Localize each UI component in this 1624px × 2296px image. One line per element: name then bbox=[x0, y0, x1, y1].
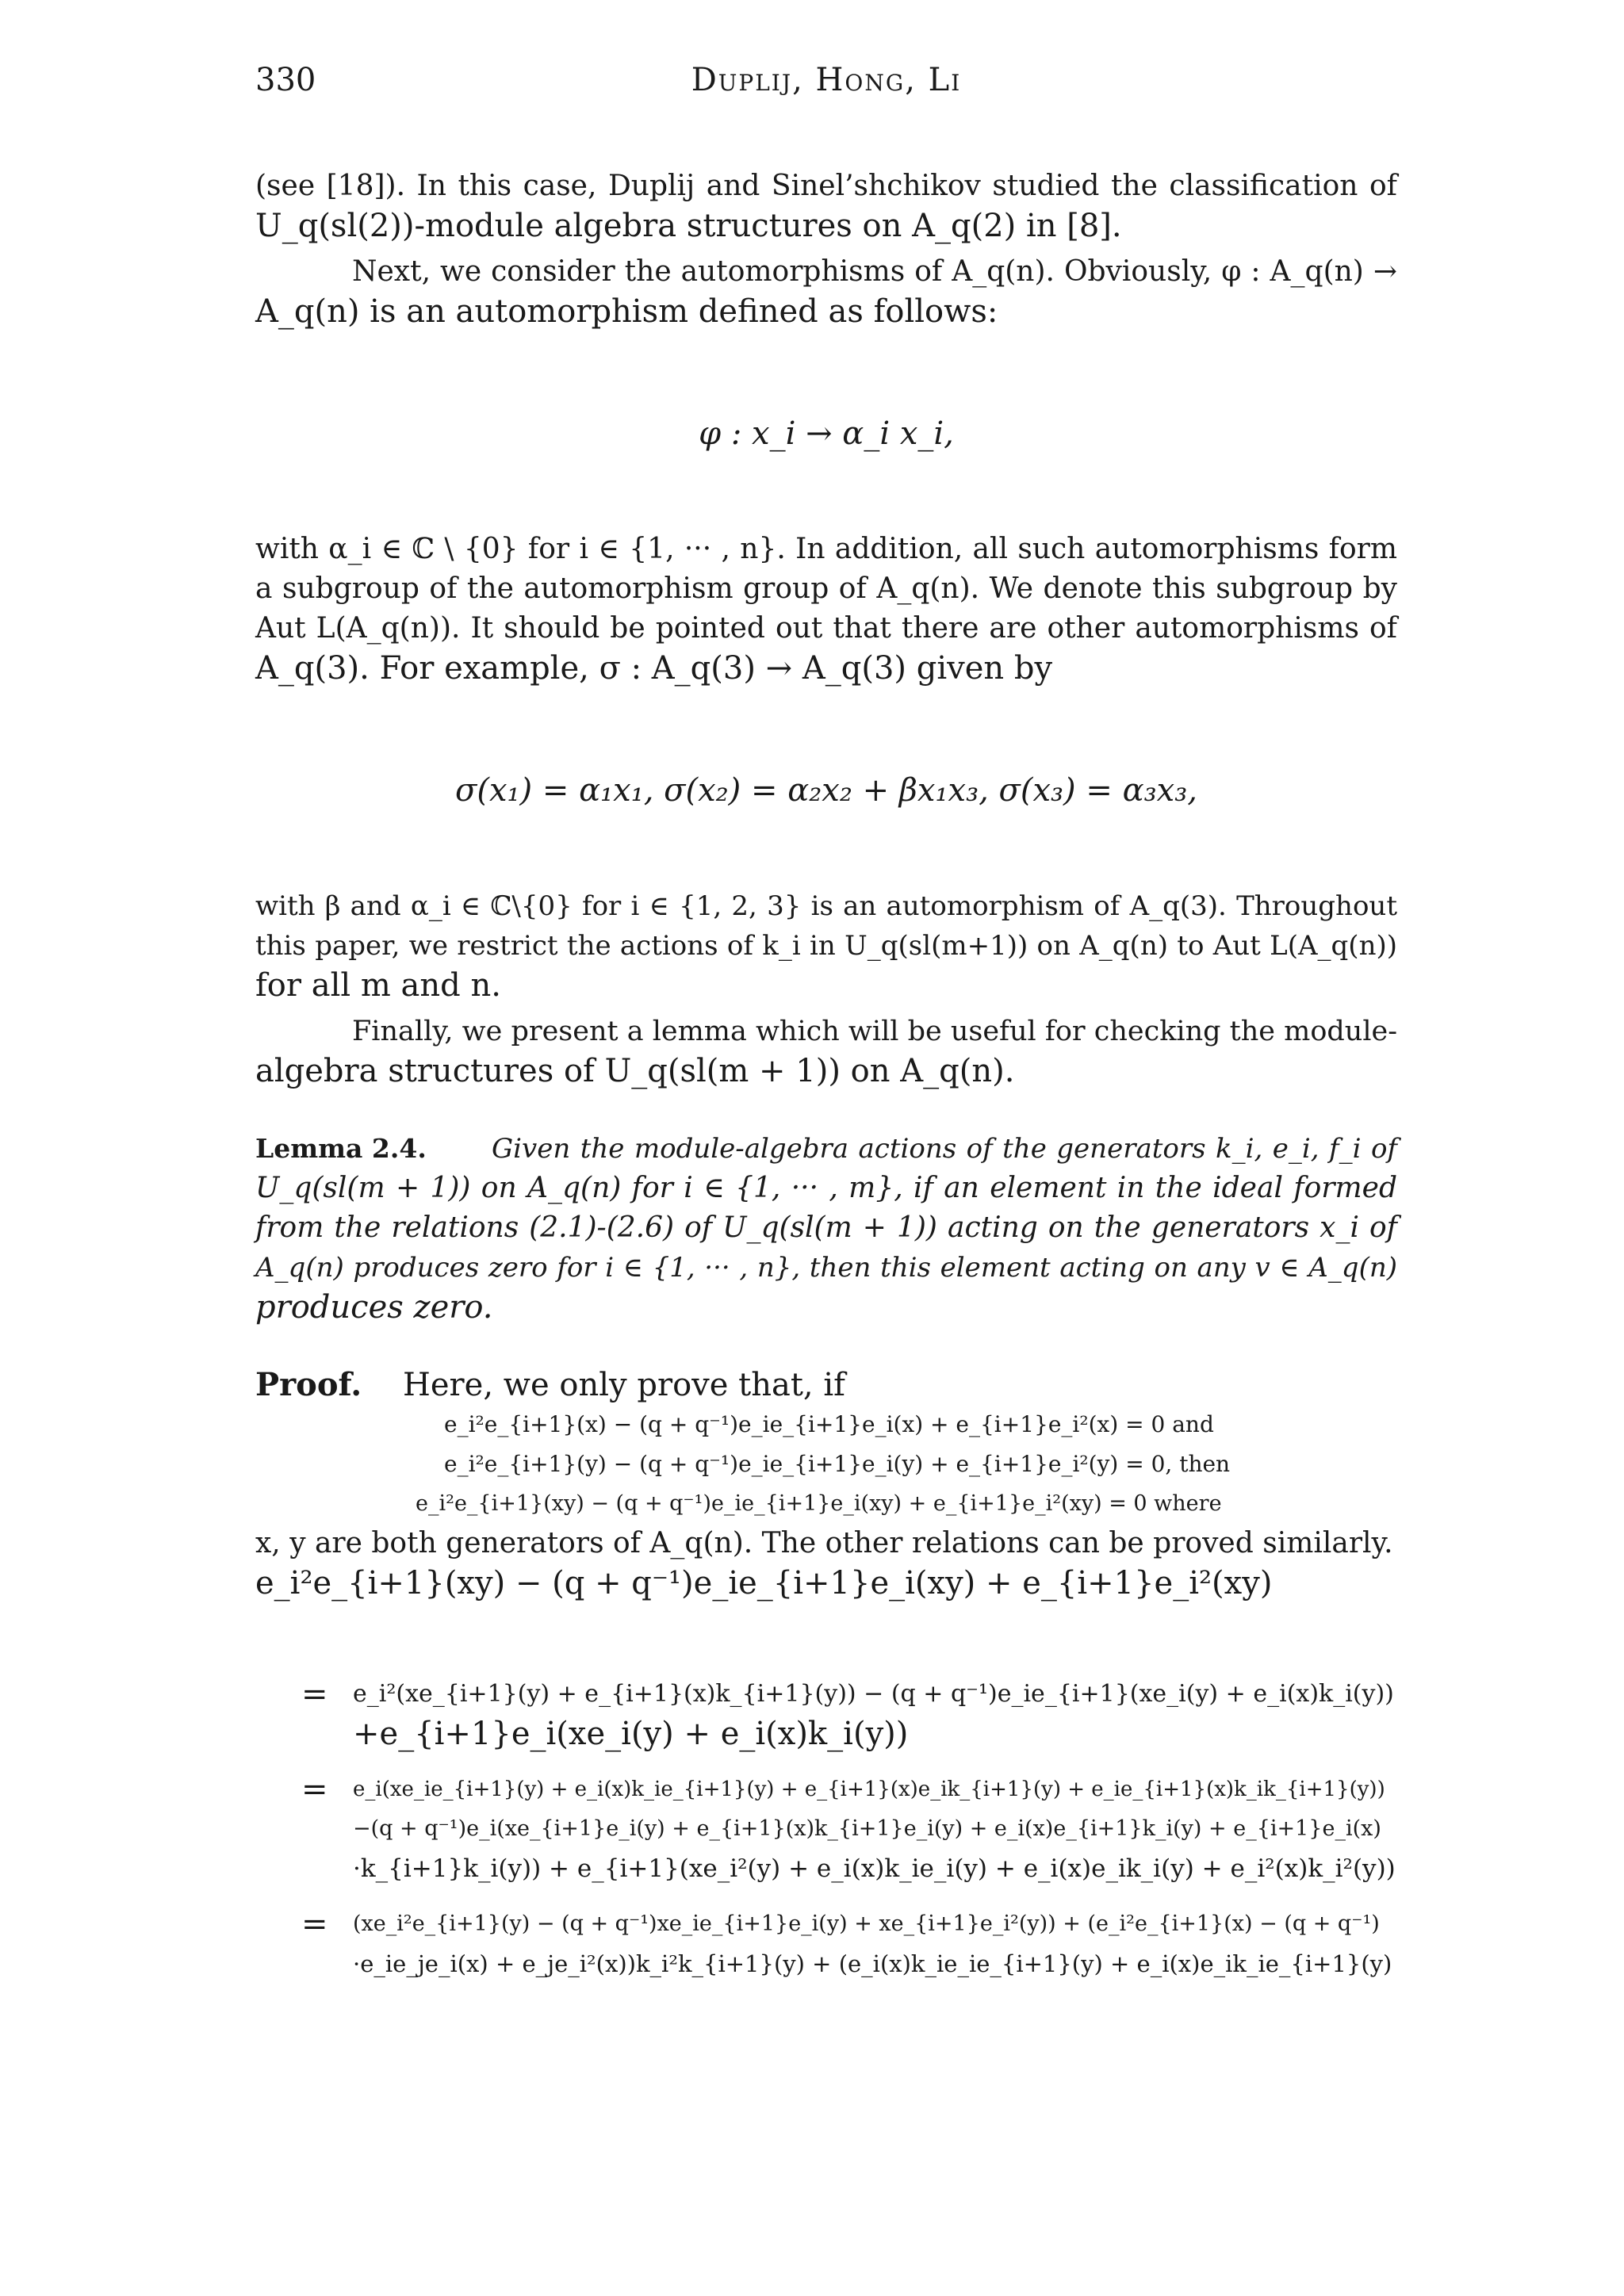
equals-sign-2: = bbox=[301, 1771, 328, 1808]
para3-line1: with α_i ∈ ℂ \ {0} for i ∈ {1, ··· , n}. In addition, all such automorphisms form bbox=[255, 533, 1397, 565]
para3-line3: Aut L(A_q(n)). It should be pointed out that there are other automorphisms of bbox=[255, 612, 1397, 645]
running-title: Duplij, Hong, Li bbox=[691, 62, 962, 98]
para4-line2: this paper, we restrict the actions of k_i in U_q(sl(m+1)) on A_q(n) to Aut L(A_q(n)) bbox=[255, 930, 1397, 962]
para1-line1: (see [18]). In this case, Duplij and Sinel’shchikov studied the classification of bbox=[255, 170, 1397, 202]
para2-line1: Next, we consider the automorphisms of A_q(n). Obviously, φ : A_q(n) → bbox=[352, 255, 1397, 288]
para5-line1: Finally, we present a lemma which will be useful for checking the module- bbox=[352, 1016, 1398, 1047]
para5-line2: algebra structures of U_q(sl(m + 1)) on A_q(n). bbox=[255, 1053, 1015, 1089]
proof-condition-2: e_i²e_{i+1}(y) − (q + q⁻¹)e_ie_{i+1}e_i(y) + e_{i+1}e_i²(y) = 0, then bbox=[444, 1451, 1231, 1477]
lemma-line3: from the relations (2.1)-(2.6) of U_q(sl(m + 1)) acting on the generators x_i of bbox=[255, 1211, 1397, 1244]
para1-line2: U_q(sl(2))-module algebra structures on A_q(2) in [8]. bbox=[255, 208, 1122, 244]
para3-line4: A_q(3). For example, σ : A_q(3) → A_q(3) given by bbox=[255, 650, 1053, 687]
lemma-line1: Given the module-algebra actions of the generators k_i, e_i, f_i of bbox=[492, 1133, 1397, 1165]
derivation-row-2c: ·k_{i+1}k_i(y)) + e_{i+1}(xe_i²(y) + e_i(x)k_ie_i(y) + e_i(x)e_ik_i(y) + e_i²(x)k_i²(y)) bbox=[353, 1854, 1396, 1883]
derivation-row-3b: ·e_ie_je_i(x) + e_je_i²(x))k_i²k_{i+1}(y) + (e_i(x)k_ie_ie_{i+1}(y) + e_i(x)e_ik_ie_{i+1}(y) bbox=[353, 1950, 1392, 1977]
lemma-line5: produces zero. bbox=[255, 1289, 493, 1326]
equals-sign-3: = bbox=[301, 1906, 328, 1942]
proof-condition-1: e_i²e_{i+1}(x) − (q + q⁻¹)e_ie_{i+1}e_i(x) + e_{i+1}e_i²(x) = 0 and bbox=[444, 1411, 1214, 1437]
para3-line2: a subgroup of the automorphism group of A_q(n). We denote this subgroup by bbox=[255, 572, 1397, 605]
proof-line-after: x, y are both generators of A_q(n). The other relations can be proved similarly. bbox=[255, 1527, 1393, 1559]
equals-sign-1: = bbox=[301, 1676, 328, 1712]
lemma-line4: A_q(n) produces zero for i ∈ {1, ··· , n}, then this element acting on any v ∈ A_q(n) bbox=[255, 1252, 1397, 1284]
derivation-row-2b: −(q + q⁻¹)e_i(xe_{i+1}e_i(y) + e_{i+1}(x)k_{i+1}e_i(y) + e_i(x)e_{i+1}k_i(y) + e_{i+1}e_i(x) bbox=[353, 1816, 1381, 1841]
page-number: 330 bbox=[255, 62, 316, 98]
proof-intro: Here, we only prove that, if bbox=[403, 1367, 845, 1403]
proof-lhs: e_i²e_{i+1}(xy) − (q + q⁻¹)e_ie_{i+1}e_i(xy) + e_{i+1}e_i²(xy) bbox=[255, 1565, 1273, 1601]
equation-sigma: σ(x₁) = α₁x₁, σ(x₂) = α₂x₂ + βx₁x₃, σ(x₃) = α₃x₃, bbox=[455, 772, 1197, 809]
lemma-label: Lemma 2.4. bbox=[255, 1133, 427, 1164]
derivation-row-1b: +e_{i+1}e_i(xe_i(y) + e_i(x)k_i(y)) bbox=[353, 1716, 909, 1752]
derivation-row-1a: e_i²(xe_{i+1}(y) + e_{i+1}(x)k_{i+1}(y)) − (q + q⁻¹)e_ie_{i+1}(xe_i(y) + e_i(x)k_i(y)) bbox=[353, 1680, 1394, 1708]
lemma-line2: U_q(sl(m + 1)) on A_q(n) for i ∈ {1, ··· , m}, if an element in the ideal formed bbox=[255, 1172, 1397, 1204]
para4-line1: with β and α_i ∈ ℂ\{0} for i ∈ {1, 2, 3} is an automorphism of A_q(3). Throughout bbox=[255, 890, 1397, 922]
para2-line2: A_q(n) is an automorphism defined as follows: bbox=[255, 293, 998, 330]
derivation-row-2a: e_i(xe_ie_{i+1}(y) + e_i(x)k_ie_{i+1}(y) + e_{i+1}(x)e_ik_{i+1}(y) + e_ie_{i+1}(x)k_ik_{i+1}(y)) bbox=[353, 1777, 1385, 1801]
proof-condition-3: e_i²e_{i+1}(xy) − (q + q⁻¹)e_ie_{i+1}e_i(xy) + e_{i+1}e_i²(xy) = 0 where bbox=[416, 1491, 1222, 1516]
derivation-row-3a: (xe_i²e_{i+1}(y) − (q + q⁻¹)xe_ie_{i+1}e_i(y) + xe_{i+1}e_i²(y)) + (e_i²e_{i+1}(x) − (q + q⁻¹) bbox=[353, 1911, 1380, 1936]
proof-label: Proof. bbox=[255, 1366, 362, 1403]
equation-phi: φ : x_i → α_i x_i, bbox=[699, 415, 954, 452]
para4-line3: for all m and n. bbox=[255, 967, 501, 1004]
